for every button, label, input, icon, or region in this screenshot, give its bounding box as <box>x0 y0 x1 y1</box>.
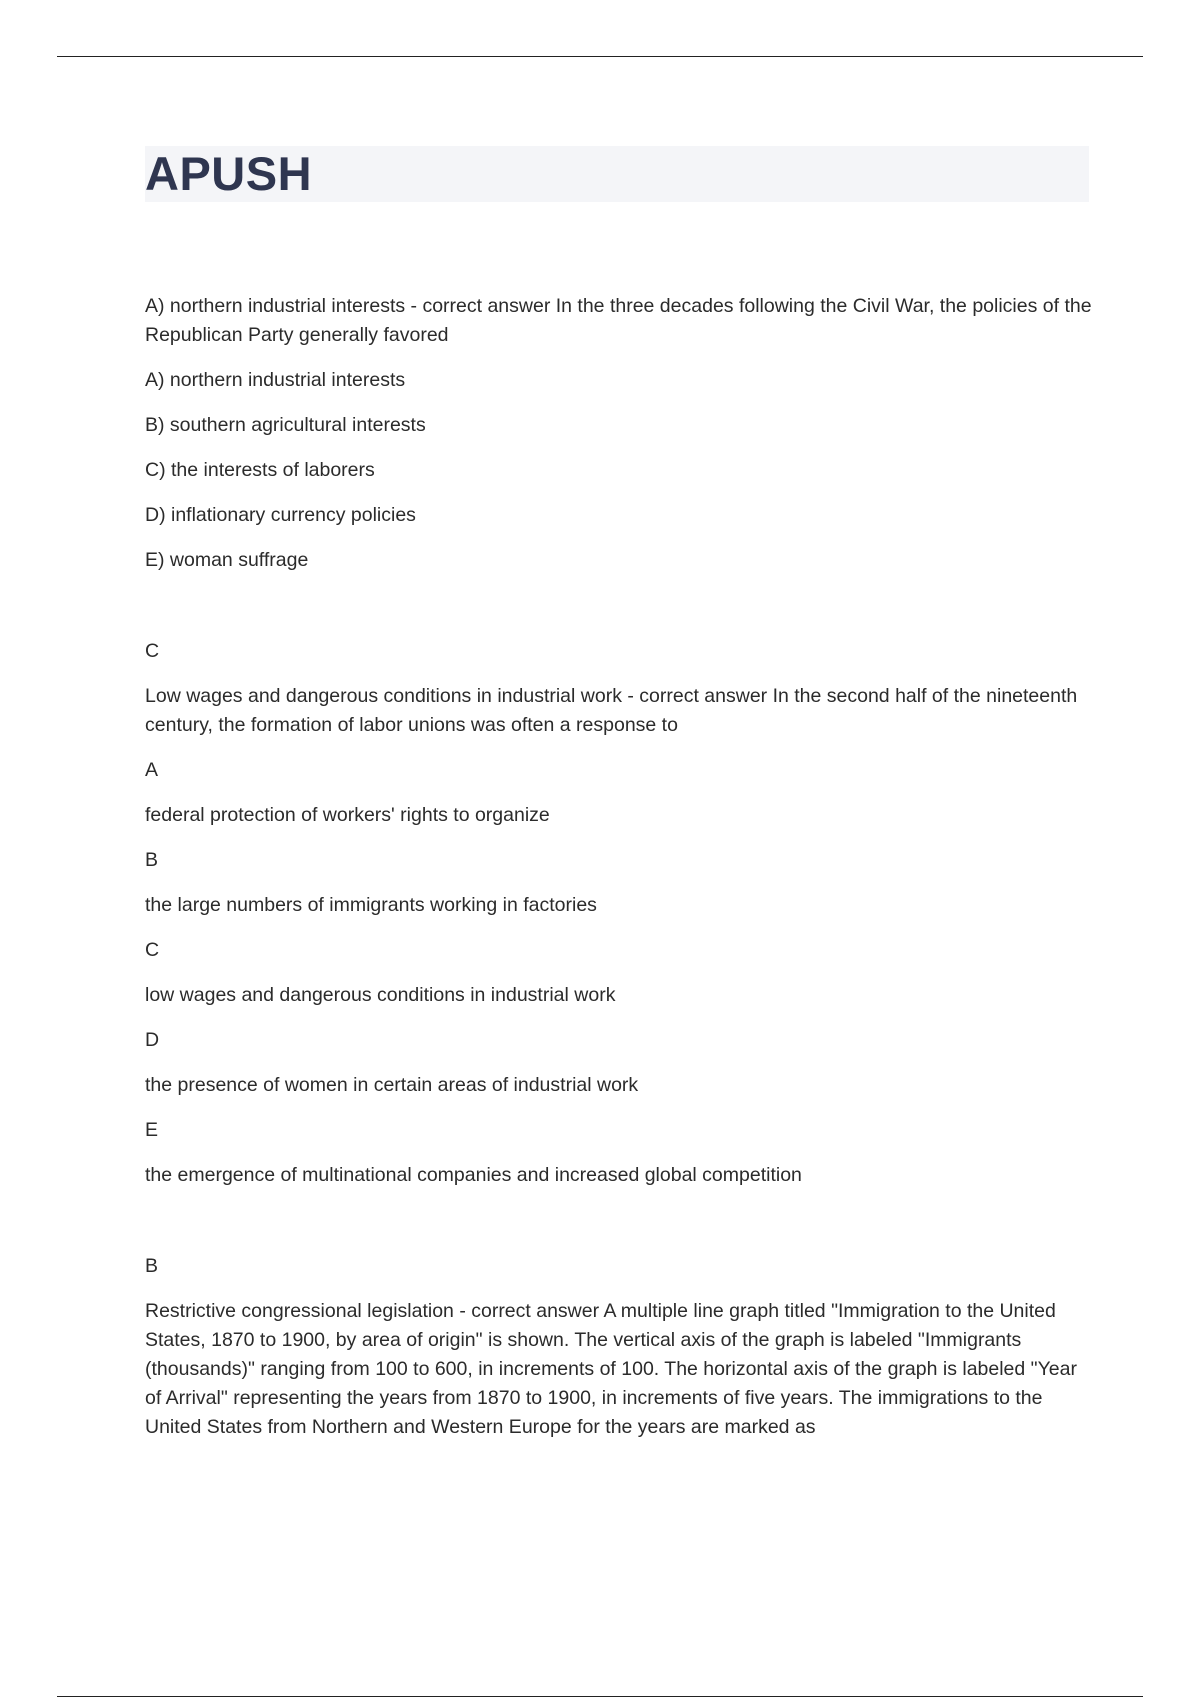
q1-option-c: C) the interests of laborers <box>145 459 375 481</box>
q3-answer-line: Restrictive congressional legislation - correct answer A multiple line graph titled "Immigration to the United States, 1870 to 1900, by area of origin" is shown. The vertical axis of the graph is labeled "Immigrants (thousands)" ranging from 100 to 600, in increments of 100. The horizontal axis of the graph is labeled "Year of Arrival" representing the years from 1870 to 1900, in increments of five years. The immigrations to the United States from Northern and Western Europe for the years are marked as <box>145 1300 1077 1438</box>
q2-option-d-letter: D <box>145 1029 160 1051</box>
q2-option-d-text: the presence of women in certain areas of industrial work <box>145 1074 639 1096</box>
q1-option-d: D) inflationary currency policies <box>145 504 416 526</box>
top-rule <box>57 56 1143 57</box>
q1-option-b: B) southern agricultural interests <box>145 414 426 436</box>
document-title: APUSH <box>145 147 313 200</box>
q2-option-e-text: the emergence of multinational companies and increased global competition <box>145 1164 802 1186</box>
q2-option-c-text: low wages and dangerous conditions in industrial work <box>145 984 616 1006</box>
q1-option-a: A) northern industrial interests <box>145 369 406 391</box>
q2-option-a-text: federal protection of workers' rights to organize <box>145 804 550 826</box>
bottom-rule <box>57 1696 1143 1697</box>
q2-option-b-text: the large numbers of immigrants working in factories <box>145 894 597 916</box>
q2-option-a-letter: A <box>145 759 159 781</box>
q2-answer-line: Low wages and dangerous conditions in industrial work - correct answer In the second half of the nineteenth century, the formation of labor unions was often a response to <box>145 685 1078 736</box>
q3-prefix-letter: B <box>145 1255 159 1277</box>
q1-option-e: E) woman suffrage <box>145 549 309 571</box>
q2-option-b-letter: B <box>145 849 159 871</box>
q2-prefix-letter: C <box>145 640 160 662</box>
q1-answer-line: A) northern industrial interests - correct answer In the three decades following the Civil War, the policies of the Republican Party generally favored <box>145 295 1092 346</box>
q2-option-e-letter: E <box>145 1119 159 1141</box>
document-body <box>145 292 1095 1442</box>
q2-option-c-letter: C <box>145 939 160 961</box>
